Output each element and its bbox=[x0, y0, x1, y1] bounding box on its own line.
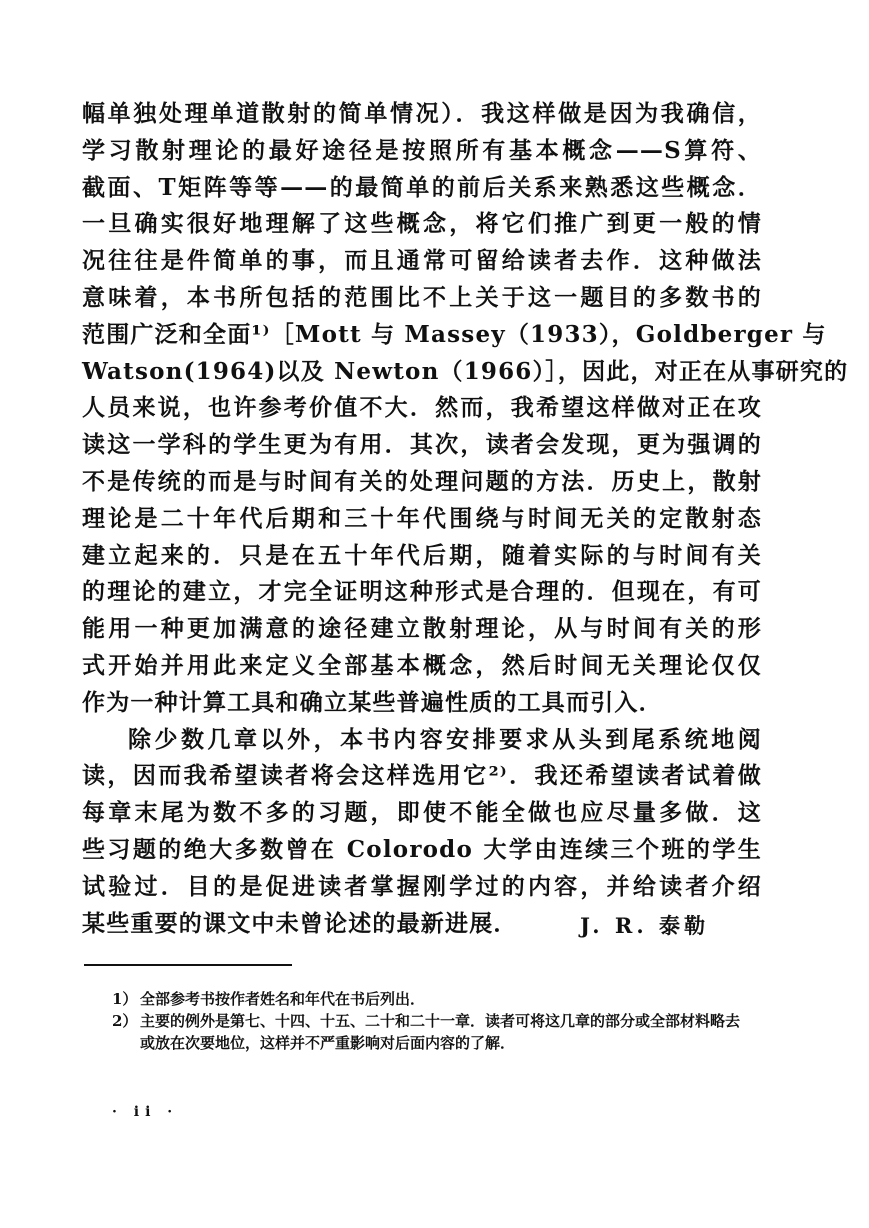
text-line: 读，因而我希望读者将会这样选用它²⁾．我还希望读者试着做 bbox=[82, 762, 762, 790]
text-line: 理论是二十年代后期和三十年代围绕与时间无关的定散射态 bbox=[82, 504, 762, 532]
text-line: Watson(1964)以及 Newton（1966）］，因此，对正在从事研究的 bbox=[82, 357, 849, 385]
text-line: 试验过．目的是促进读者掌握刚学过的内容，并给读者介绍 bbox=[82, 872, 762, 900]
text-line: 些习题的绝大多数曾在 Colorodo 大学由连续三个班的学生 bbox=[82, 835, 762, 863]
paragraph-end-line: 某些重要的课文中未曾论述的最新进展． bbox=[82, 909, 518, 937]
text-line: 截面、T矩阵等等——的最简单的前后关系来熟悉这些概念． bbox=[82, 173, 762, 201]
text-line: 意味着，本书所包括的范围比不上关于这一题目的多数书的 bbox=[82, 283, 762, 311]
text-line: 况往往是件简单的事，而且通常可留给读者去作．这种做法 bbox=[82, 247, 762, 275]
author-signature: J. R. 泰勒 bbox=[580, 913, 710, 938]
footnote-marker: 2） bbox=[112, 1012, 138, 1030]
footnote-item bbox=[112, 988, 752, 1010]
preface-body-text bbox=[82, 96, 849, 942]
text-line: 建立起来的．只是在五十年代后期，随着实际的与时间有关 bbox=[82, 541, 762, 569]
footnotes bbox=[112, 988, 752, 1054]
text-line: 范围广泛和全面¹⁾［Mott 与 Massey（1933），Goldberger 与 bbox=[82, 320, 827, 348]
text-line: 幅单独处理单道散射的简单情况）．我这样做是因为我确信， bbox=[82, 100, 762, 127]
text-line: 的理论的建立，才完全证明这种形式是合理的．但现在，有可 bbox=[82, 578, 762, 606]
page-number: · ii · bbox=[112, 1104, 179, 1120]
footnote-text: 主要的例外是第七、十四、十五、二十和二十一章．读者可将这几章的部分或全部材料略去或放在次要地位，这样并不严重影响对后面内容的了解． bbox=[140, 1012, 741, 1052]
text-line: 不是传统的而是与时间有关的处理问题的方法．历史上，散射 bbox=[82, 467, 762, 495]
paragraph-end-line: 作为一种计算工具和确立某些普遍性质的工具而引入． bbox=[82, 688, 663, 716]
text-line: 学习散射理论的最好途径是按照所有基本概念——S算符、 bbox=[82, 136, 762, 164]
text-line: 人员来说，也许参考价值不大．然而，我希望这样做对正在攻 bbox=[82, 394, 762, 422]
text-line: 式开始并用此来定义全部基本概念，然后时间无关理论仅仅 bbox=[82, 651, 762, 679]
text-line: 每章末尾为数不多的习题，即使不能全做也应尽量多做．这 bbox=[82, 799, 762, 827]
footnote-marker: 1） bbox=[112, 990, 138, 1008]
text-line: 一旦确实很好地理解了这些概念，将它们推广到更一般的情 bbox=[82, 210, 762, 238]
footnote-divider bbox=[84, 964, 292, 966]
footnote-item bbox=[112, 1010, 752, 1054]
paragraph-start-line: 除少数几章以外，本书内容安排要求从头到尾系统地阅 bbox=[128, 725, 762, 753]
footnote-text: 全部参考书按作者姓名和年代在书后列出． bbox=[140, 990, 426, 1008]
text-line: 读这一学科的学生更为有用．其次，读者会发现，更为强调的 bbox=[82, 431, 762, 459]
text-line: 能用一种更加满意的途径建立散射理论，从与时间有关的形 bbox=[82, 615, 762, 643]
